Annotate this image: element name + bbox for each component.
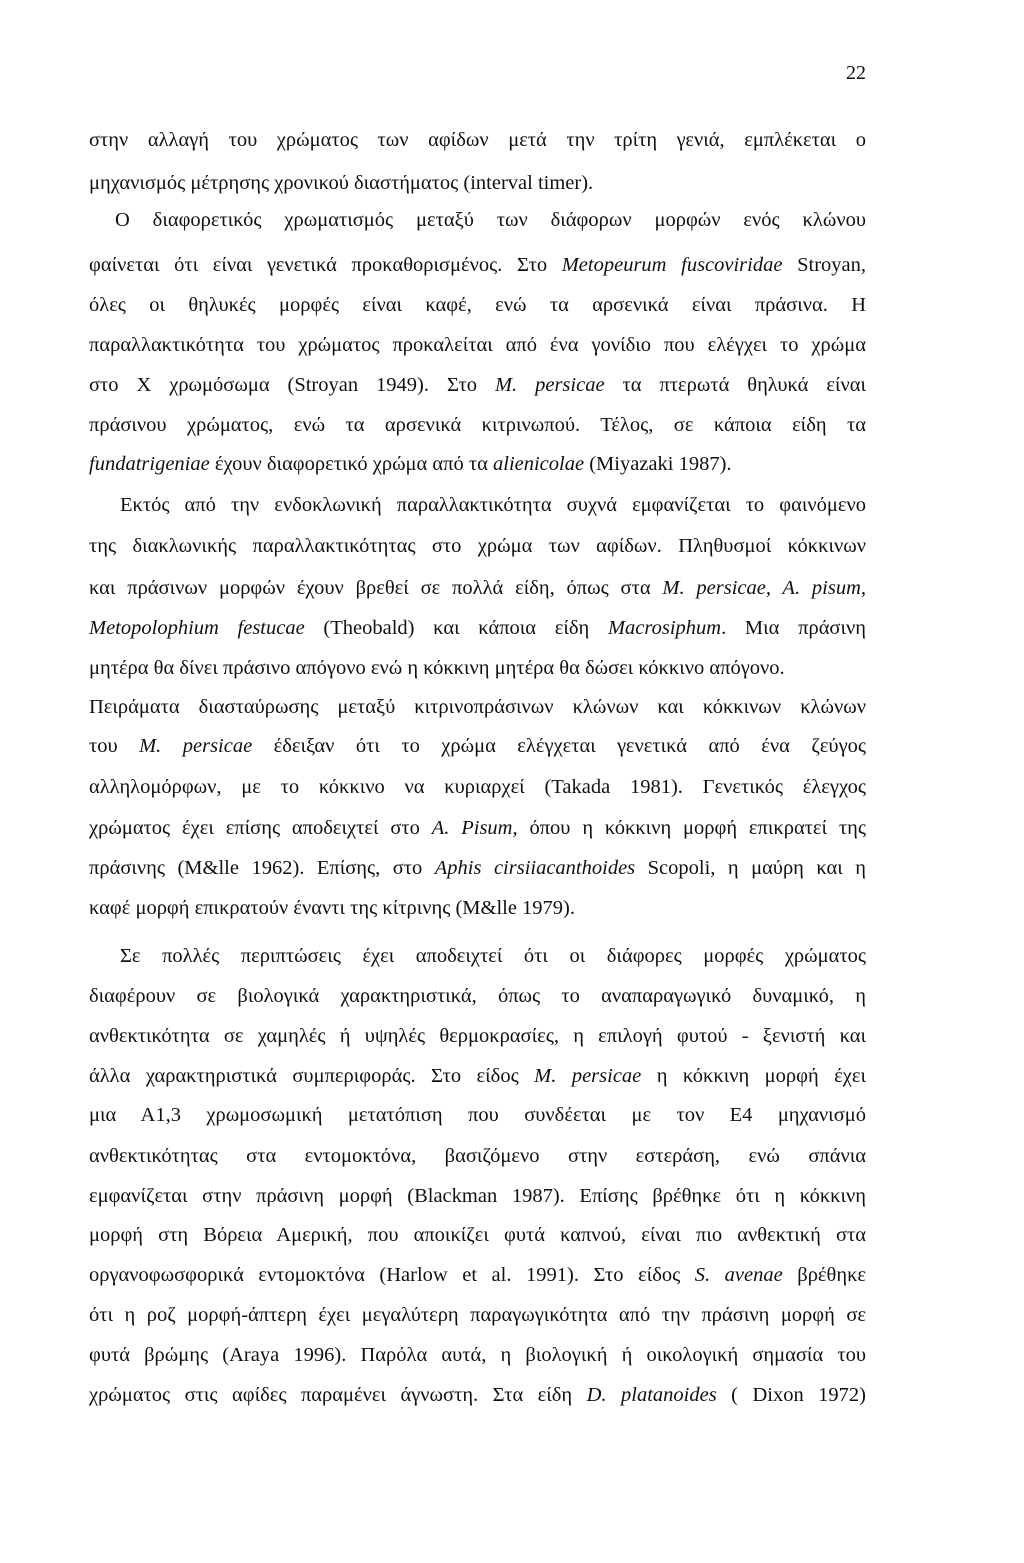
text-run: Πειράματα διασταύρωσης μεταξύ κιτρινοπράσινων κλώνων και κόκκινων κλώνων	[89, 696, 866, 718]
text-line	[89, 1382, 866, 1408]
text-run: η κόκκινη μορφή έχει	[641, 1065, 867, 1087]
text-run: παραλλακτικότητα του χρώματος προκαλείται από ένα γονίδιο που ελέγχει το χρώμα	[89, 334, 866, 356]
text-line	[89, 1183, 866, 1209]
text-line	[89, 983, 866, 1009]
text-run: του	[89, 735, 140, 757]
text-run: μηχανισμός μέτρησης χρονικού διαστήματος (interval timer).	[89, 172, 594, 194]
text-line	[89, 372, 866, 398]
italic-term: D. platanoides	[586, 1384, 717, 1406]
text-run: ανθεκτικότητα σε χαμηλές ή υψηλές θερμοκρασίες, η επιλογή φυτού - ξενιστή και	[89, 1025, 866, 1047]
text-line	[89, 1102, 866, 1128]
text-line	[89, 575, 866, 601]
text-run: Ο διαφορετικός χρωματισμός μεταξύ των διάφορων μορφών ενός κλώνου	[115, 209, 866, 231]
text-run: μια Α1,3 χρωμοσωμική μετατόπιση που συνδέεται με τον Ε4 μηχανισμό	[89, 1104, 866, 1126]
text-run: φαίνεται ότι είναι γενετικά προκαθορισμένος. Στο	[89, 254, 562, 276]
text-line	[89, 533, 866, 559]
text-run: Εκτός από την ενδοκλωνική παραλλακτικότητα συχνά εμφανίζεται το φαινόμενο	[120, 494, 866, 516]
text-run: οργανοφωσφορικά εντομοκτόνα (Harlow et al. 1991). Στο είδος	[89, 1264, 695, 1286]
text-run: έχουν διαφορετικό χρώμα από τα	[209, 453, 493, 475]
text-run: (Miyazaki 1987).	[584, 453, 732, 475]
text-run: της διακλωνικής παραλλακτικότητας στο χρώμα των αφίδων. Πληθυσμοί κόκκινων	[89, 535, 866, 557]
text-line	[120, 943, 866, 969]
text-line	[89, 815, 866, 841]
italic-term: Metopolophium festucae	[89, 617, 305, 639]
text-run: μορφή στη Βόρεια Αμερική, που αποικίζει φυτά καπνού, είναι πιο ανθεκτική στα	[89, 1224, 866, 1246]
text-line	[89, 1063, 866, 1089]
italic-term: alienicolae	[493, 453, 585, 475]
text-line	[89, 855, 866, 881]
text-run: όλες οι θηλυκές μορφές είναι καφέ, ενώ τα αρσενικά είναι πράσινα. Η	[89, 294, 866, 316]
italic-term: Aphis cirsiiacanthoides	[434, 857, 636, 879]
text-line	[89, 1222, 866, 1248]
text-run: Σε πολλές περιπτώσεις έχει αποδειχτεί ότι οι διάφορες μορφές χρώματος	[120, 945, 866, 967]
text-line	[89, 1262, 866, 1288]
italic-term: M. persicae	[494, 374, 605, 396]
page-number: 22	[846, 62, 866, 84]
text-run: βρέθηκε	[782, 1264, 867, 1286]
italic-term: A. Pisum,	[431, 817, 518, 839]
text-run: μητέρα θα δίνει πράσινο απόγονο ενώ η κόκκινη μητέρα θα δώσει κόκκινο απόγονο.	[89, 657, 785, 679]
text-run: εμφανίζεται στην πράσινη μορφή (Blackman 1987). Επίσης βρέθηκε ότι η κόκκινη	[89, 1185, 866, 1207]
text-line	[89, 774, 866, 800]
text-line	[89, 451, 866, 477]
text-line	[89, 895, 866, 921]
text-run: ανθεκτικότητας στα εντομοκτόνα, βασιζόμενο στην εστεράση, ενώ σπάνια	[89, 1145, 866, 1167]
italic-term: M. persicae	[139, 735, 253, 757]
text-run: στην αλλαγή του χρώματος των αφίδων μετά την τρίτη γενιά, εμπλέκεται ο	[89, 129, 866, 151]
text-line	[89, 733, 866, 759]
text-line	[89, 1023, 866, 1049]
text-run: άλλα χαρακτηριστικά συμπεριφοράς. Στο είδος	[89, 1065, 535, 1087]
text-run: καφέ μορφή επικρατούν έναντι της κίτρινης (M&lle 1979).	[89, 897, 576, 919]
text-run: τα πτερωτά θηλυκά είναι	[604, 374, 866, 396]
text-line	[89, 412, 866, 438]
text-run: και πράσινων μορφών έχουν βρεθεί σε πολλά είδη, όπως στα	[89, 577, 663, 599]
text-line	[89, 655, 866, 681]
text-line	[89, 170, 866, 196]
text-run: ότι η ροζ μορφή-άπτερη έχει μεγαλύτερη παραγωγικότητα από την πράσινη μορφή σε	[89, 1304, 866, 1326]
text-run: Scopoli, η μαύρη και η	[635, 857, 866, 879]
text-run: πράσινης (M&lle 1962). Επίσης, στο	[89, 857, 435, 879]
text-run: χρώματος στις αφίδες παραμένει άγνωστη. Στα είδη	[89, 1384, 587, 1406]
text-line	[89, 252, 866, 278]
text-line	[115, 207, 866, 233]
text-run: φυτά βρώμης (Araya 1996). Παρόλα αυτά, η βιολογική ή οικολογική σημασία του	[89, 1344, 866, 1366]
text-run: (Theobald) και κάποια είδη	[304, 617, 608, 639]
text-run: χρώματος έχει επίσης αποδειχτεί στο	[89, 817, 432, 839]
text-run: πράσινου χρώματος, ενώ τα αρσενικά κιτρινωπού. Τέλος, σε κάποια είδη τα	[89, 414, 866, 436]
text-run: . Μια πράσινη	[721, 617, 866, 639]
text-line	[89, 1342, 866, 1368]
text-line	[89, 615, 866, 641]
text-line	[89, 292, 866, 318]
text-run: διαφέρουν σε βιολογικά χαρακτηριστικά, όπως το αναπαραγωγικό δυναμικό, η	[89, 985, 866, 1007]
text-line	[120, 492, 866, 518]
text-line	[89, 1302, 866, 1328]
italic-term: M. persicae, A. pisum,	[662, 577, 866, 599]
text-run: ( Dixon 1972)	[716, 1384, 866, 1406]
italic-term: M. persicae	[534, 1065, 642, 1087]
italic-term: fundatrigeniae	[89, 453, 210, 475]
text-run: Stroyan,	[782, 254, 866, 276]
text-line	[89, 1143, 866, 1169]
text-line	[89, 332, 866, 358]
text-run: αλληλομόρφων, με το κόκκινο να κυριαρχεί (Takada 1981). Γενετικός έλεγχος	[89, 776, 866, 798]
italic-term: Metopeurum fuscoviridae	[561, 254, 783, 276]
text-run: έδειξαν ότι το χρώμα ελέγχεται γενετικά από ένα ζεύγος	[252, 735, 866, 757]
italic-term: S. avenae	[694, 1264, 783, 1286]
italic-term: Macrosiphum	[607, 617, 722, 639]
text-run: όπου η κόκκινη μορφή επικρατεί της	[517, 817, 866, 839]
text-run: στο Χ χρωμόσωμα (Stroyan 1949). Στο	[89, 374, 495, 396]
text-line	[89, 694, 866, 720]
text-line	[89, 127, 866, 153]
